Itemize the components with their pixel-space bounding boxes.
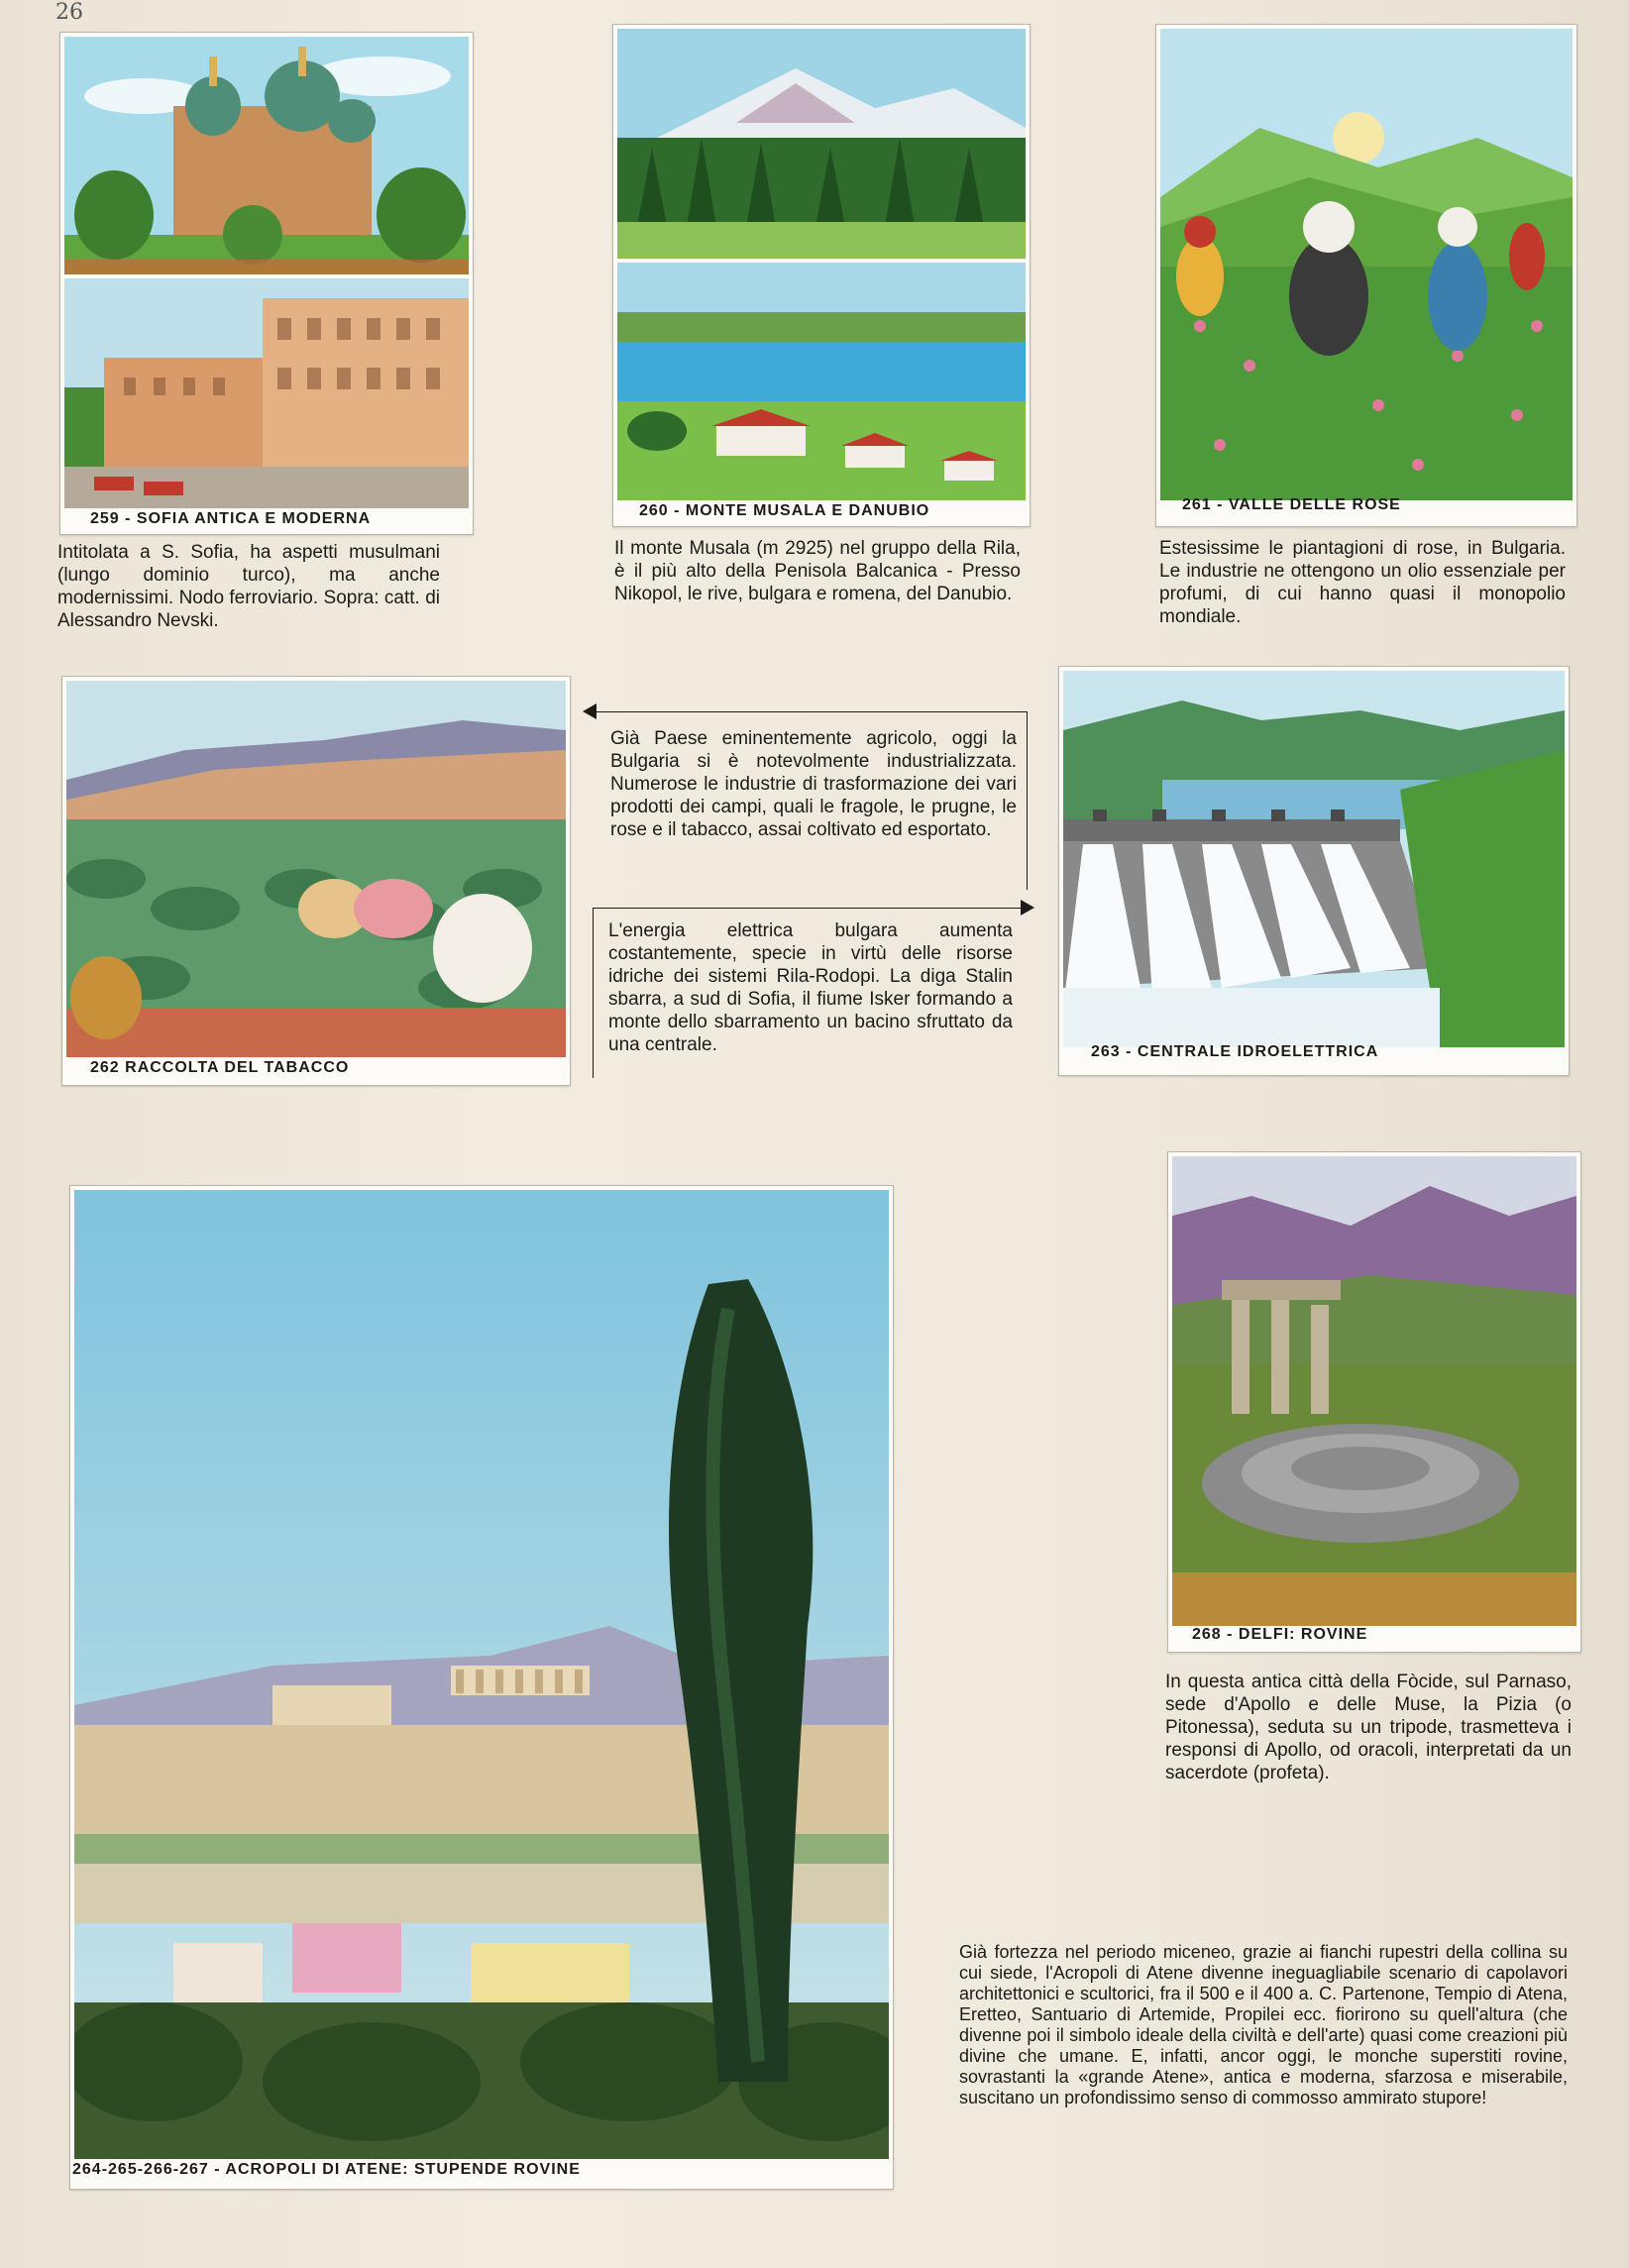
caption-261: 261 - VALLE DELLE ROSE	[1182, 496, 1401, 513]
acropolis-text: Già fortezza nel periodo miceneo, grazie ai fianchi rupestri della collina su cui siede, l'Acropoli di Atene divenne ineguagliabile scenario di capolavori architettonici e scultorici, fra il 500 e il 400 a. C. Partenone, Tempio di Atena, Eretteo, Santuario di Artemide, Propilei ecc. fiorirono su quell'altura (che divenne poi il simbolo ideale della civiltà e dell'arte) quasi come creazioni più divine che umane. E, infatti, ancor oggi, le monche superstiti rovine, sovrastanti la «grande Atene», antica e moderna, sfarzosa e miserabile, suscitano un profondissimo senso di commosso ammirato stupore!	[959, 1942, 1568, 2107]
caption-260: 260 - MONTE MUSALA E DANUBIO	[639, 502, 930, 519]
description-260: Il monte Musala (m 2925) nel gruppo della Rila, è il più alto della Penisola Balcanica - Presso Nikopol, le rive, bulgara e romena, del Danubio.	[614, 538, 1021, 604]
arrow-right-icon	[1021, 900, 1034, 916]
caption-259: 259 - SOFIA ANTICA E MODERNA	[90, 510, 372, 527]
energy-box-top	[593, 908, 1025, 909]
sticker-268	[1167, 1151, 1581, 1653]
description-261: Estesissime le piantagioni di rose, in Bulgaria. Le industrie ne ottengono un olio essenziale per profumi, di cui hanno quasi il monopolio mondiale.	[1159, 538, 1566, 627]
caption-263: 263 - CENTRALE IDROELETTRICA	[1091, 1043, 1379, 1060]
tobacco-harvest-picture	[66, 681, 566, 1057]
agriculture-box-top	[591, 711, 1027, 712]
agriculture-box-right	[1027, 711, 1028, 890]
sofia-cathedral-picture	[64, 37, 469, 274]
sticker-264-267	[69, 1185, 894, 2190]
description-259: Intitolata a S. Sofia, ha aspetti musulmani (lungo dominio turco), ma anche modernissimi. Nodo ferroviario. Sopra: catt. di Alessandro Nevski.	[57, 542, 440, 631]
energy-text: L'energia elettrica bulgara aumenta costantemente, specie in virtù delle risorse idriche dei sistemi Rila-Rodopi. La diga Stalin sbarra, a sud di Sofia, il fiume Isker formando a monte dello sbarramento un bacino sfruttato da una centrale.	[608, 920, 1013, 1055]
description-268: In questa antica città della Fòcide, sul Parnaso, sede d'Apollo e delle Muse, la Pizia (o Pitonessa), seduta su un tripode, trasmetteva i responsi di Apollo, od oracoli, interpretati da un sacerdote (profeta).	[1165, 1672, 1572, 1783]
sticker-259	[59, 32, 474, 535]
hydroelectric-dam-picture	[1063, 671, 1565, 1047]
sticker-260	[612, 24, 1031, 527]
musala-mountain-picture	[617, 29, 1026, 259]
sticker-261	[1155, 24, 1577, 527]
energy-box-left	[593, 908, 594, 1078]
agriculture-text: Già Paese eminentemente agricolo, oggi la Bulgaria si è notevolmente industrializzata. Numerose le industrie di trasformazione dei vari prodotti dei campi, quali le fragole, le prugne, le rose e il tabacco, assai coltivato ed esportato.	[610, 728, 1017, 840]
acropolis-picture	[74, 1190, 889, 2159]
sticker-263	[1058, 666, 1570, 1076]
caption-264-267: 264-265-266-267 - ACROPOLI DI ATENE: STUPENDE ROVINE	[72, 2161, 581, 2178]
arrow-left-icon	[583, 703, 597, 719]
sofia-modern-picture	[64, 278, 469, 508]
danube-picture	[617, 263, 1026, 500]
sticker-262	[61, 676, 571, 1086]
page-number: 26	[55, 0, 83, 25]
rose-valley-picture	[1160, 29, 1573, 500]
caption-268: 268 - DELFI: ROVINE	[1192, 1626, 1368, 1643]
caption-262: 262 RACCOLTA DEL TABACCO	[90, 1059, 350, 1076]
delphi-ruins-picture	[1172, 1156, 1576, 1626]
